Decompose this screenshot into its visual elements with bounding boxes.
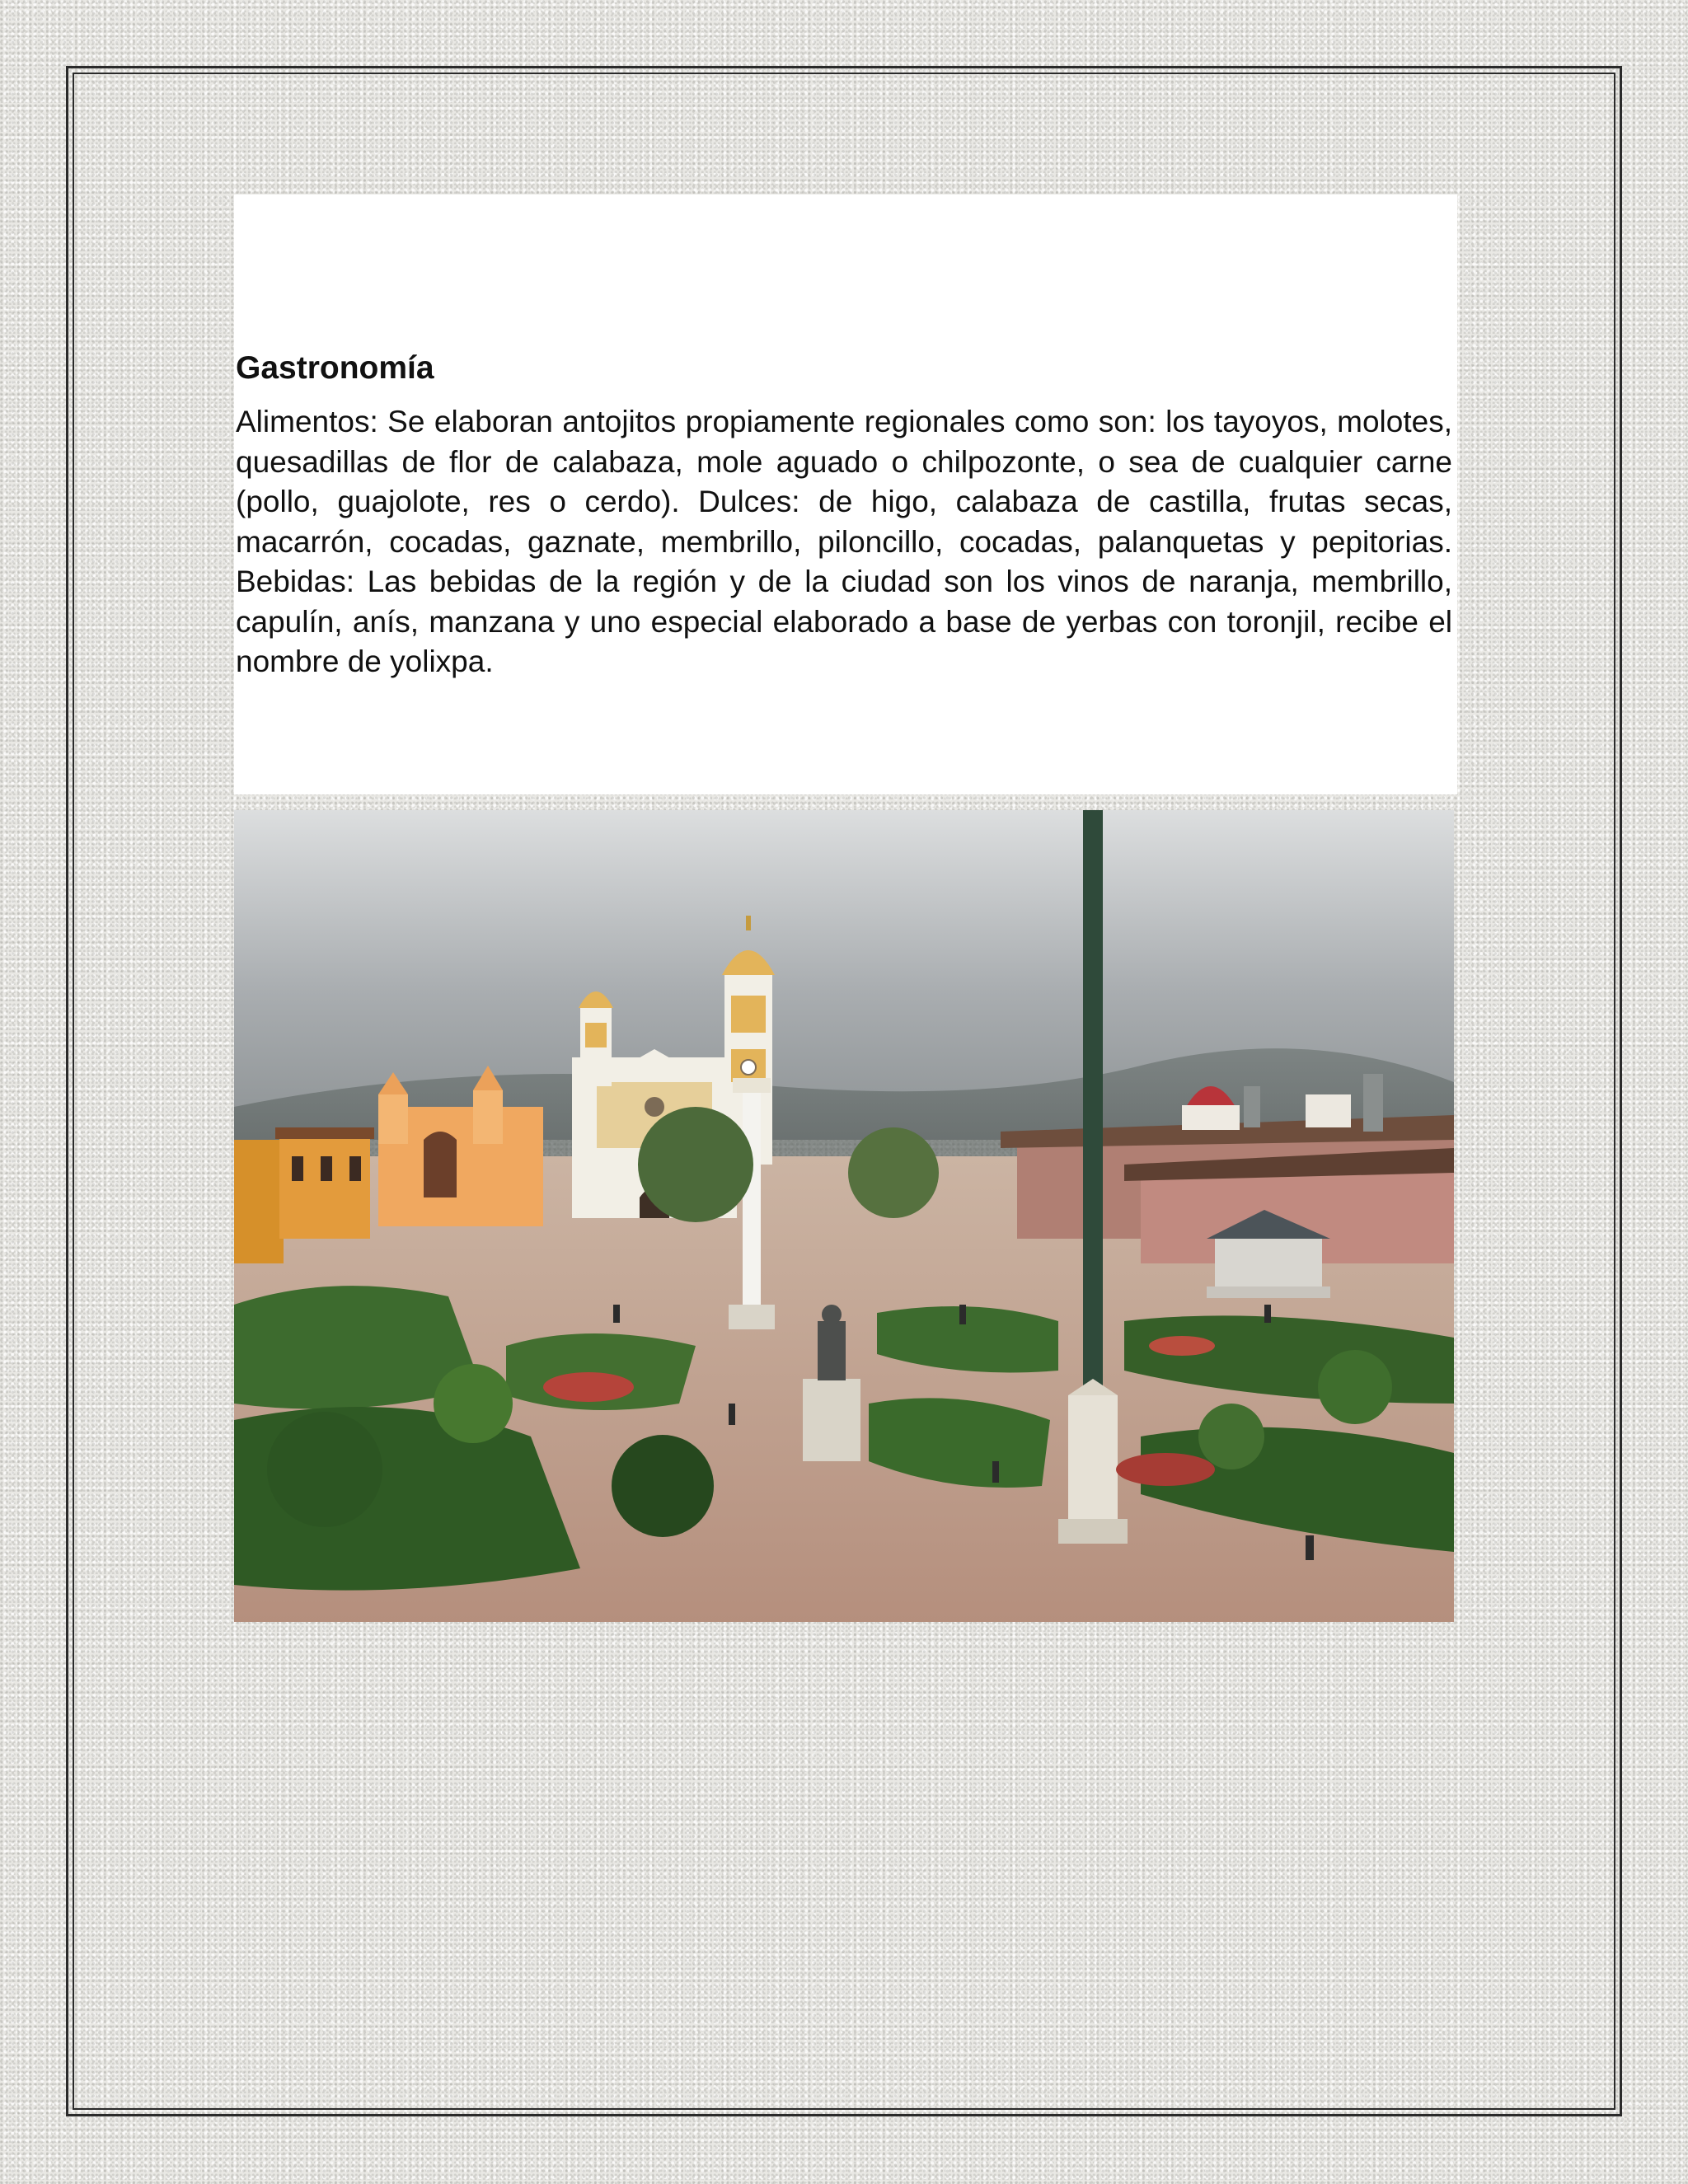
flagpole-base	[1058, 1379, 1128, 1544]
flagpole	[1083, 810, 1103, 1420]
section-heading: Gastronomía	[236, 350, 434, 386]
town-plaza-photo	[234, 810, 1454, 1622]
section-body: Alimentos: Se elaboran antojitos propiamente regionales como son: los tayoyos, molotes, quesadillas de flor de calabaza, mole aguado o chilpozonte, o sea de cualquier carne (pollo, guajolote, res o cerdo). Dulces: de higo, calabaza de castilla, frutas secas, macarrón, cocadas, gaznate, membrillo, piloncillo, cocadas, palanquetas y pepitorias. Bebidas: Las bebidas de la región y de la ciudad son los vinos de naranja, membrillo, capulín, anís, manzana y uno especial elaborado a base de yerbas con toronjil, recibe el nombre de yolixpa.	[236, 405, 1452, 678]
text-panel	[234, 194, 1457, 794]
